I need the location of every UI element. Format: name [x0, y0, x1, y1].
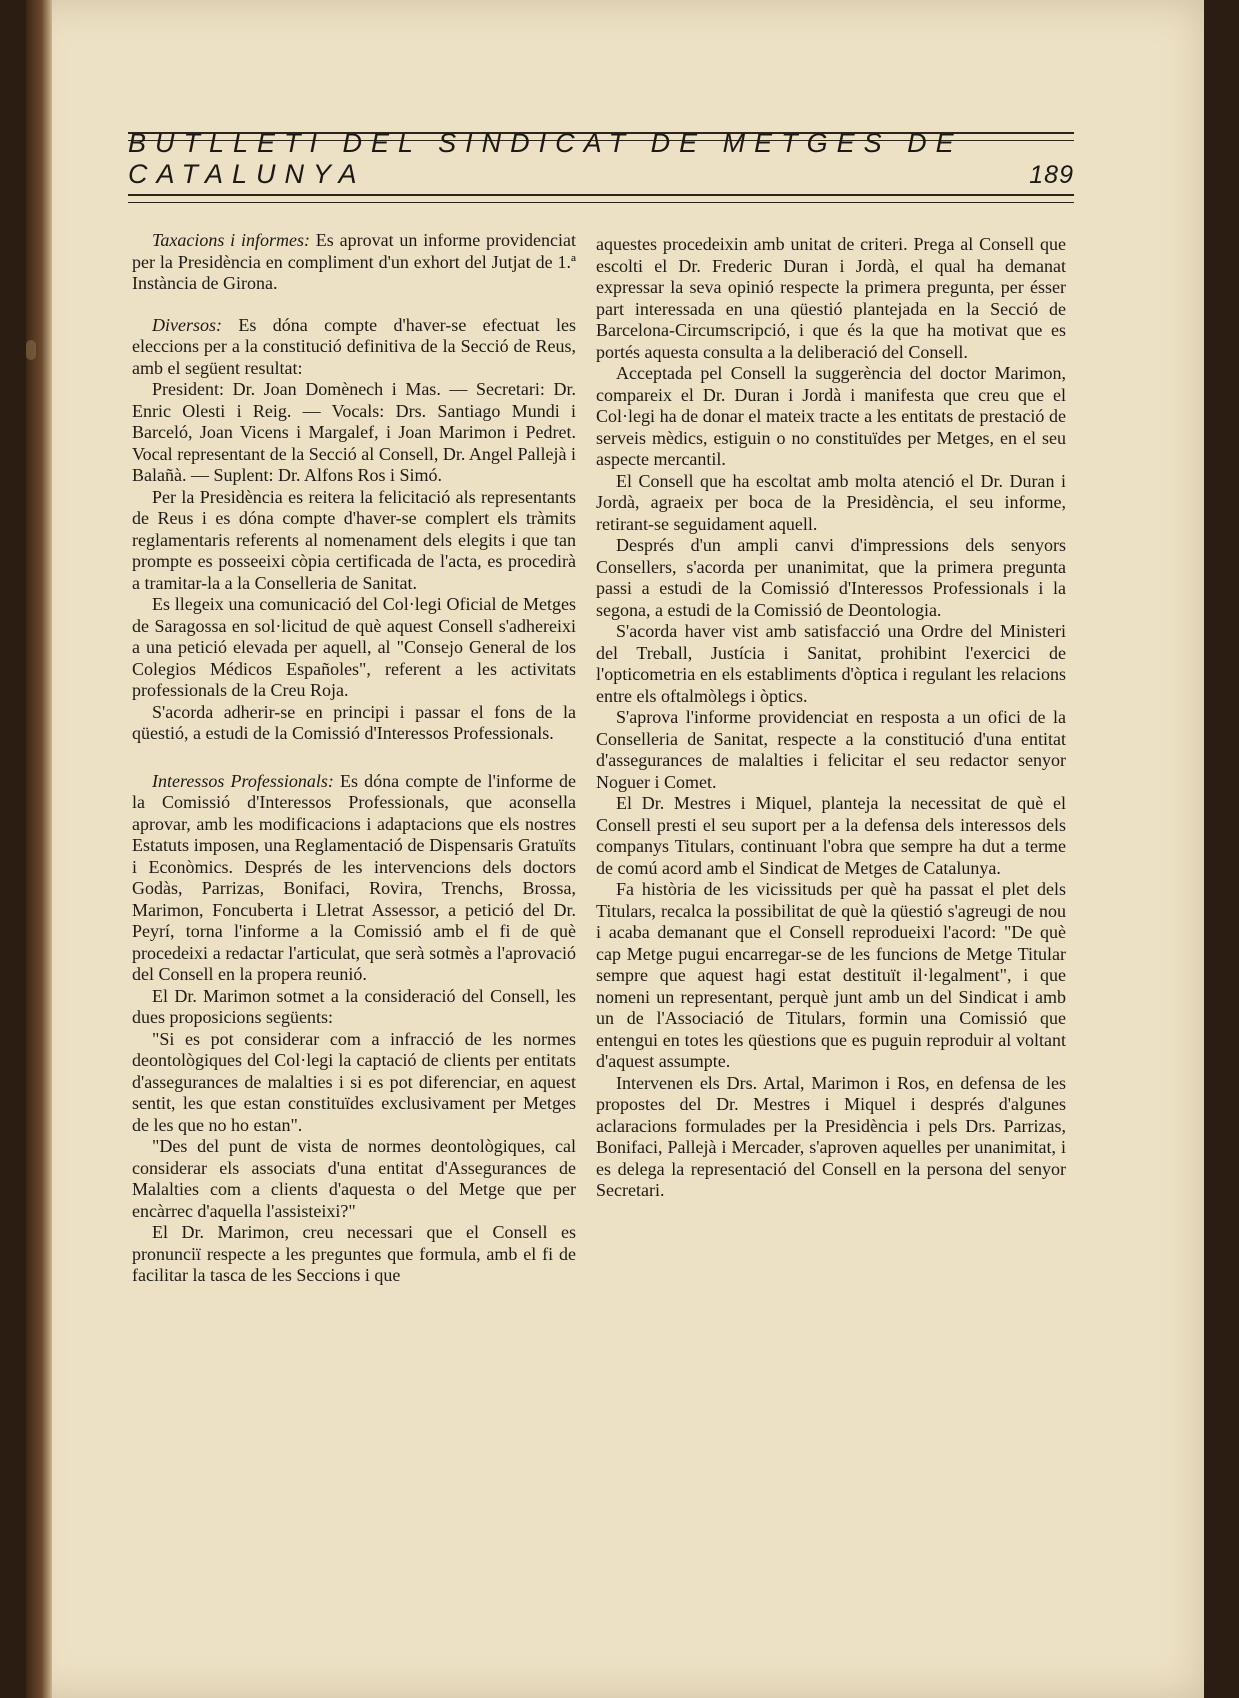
paragraph: Fa història de les vicissituds per què ha passat el plet dels Titulars, recalca la possibilitat de què la qüestió s'agreugi de nou i acaba demanant que el Consell reprodueixi l'acord: "De què cap Metge pugui encarregar-se de les funcions de Metge Titular sempre que aquest hagi estat destituït il·legalment", i que nomeni un representant, perquè junt amb un del Sindicat i amb un de l'Associació de Titulars, formin una Comissió que entengui en totes les qüestions que es puguin reproduir al voltant d'aquest assumpte. — [596, 879, 1066, 1071]
header-rule-bottom — [128, 194, 1074, 196]
paragraph: El Dr. Marimon sotmet a la consideració del Consell, les dues proposicions següents: — [132, 985, 576, 1027]
right-column — [596, 234, 1066, 1202]
paragraph: Després d'un ampli canvi d'impressions dels senyors Consellers, s'acorda per unanimitat, que la primera pregunta passi a estudi de la Comissió d'Interessos Professionals i la segona, a estudi de la Comissió de Deontologia. — [596, 535, 1066, 620]
paragraph: S'aprova l'informe providenciat en resposta a un ofici de la Conselleria de Sanitat, respecte a la constitució d'una entitat d'assegurances de malalties i felicitar el seu redactor senyor Noguer i Comet. — [596, 707, 1066, 792]
paragraph: "Des del punt de vista de normes deontològiques, cal considerar els associats d'una entitat d'Assegurances de Malalties com a clients d'aquesta o del Metge que per encàrrec d'aquella l'assisteixi?" — [132, 1136, 576, 1221]
paragraph: "Si es pot considerar com a infracció de les normes deontològiques del Col·legi la captació de clients per entitats d'assegurances de malalties i si es pot diferenciar, en aquest sentit, les que estan constituïdes exclusivament per Metges de les que no ho estan". — [132, 1028, 576, 1135]
paragraph: El Consell que ha escoltat amb molta atenció el Dr. Duran i Jordà, agraeix per boca de la Presidència, el seu informe, retirant-se seguidament aquell. — [596, 470, 1066, 534]
journal-title: BUTLLETI DEL SINDICAT DE METGES DE CATALUNYA — [128, 128, 963, 189]
paragraph: S'acorda haver vist amb satisfacció una Ordre del Ministeri del Treball, Justícia i Sanitat, prohibint l'exercici de l'opticometria en els establiments d'òptica i regulant les relacions entre els oftalmòlegs i òptics. — [596, 621, 1066, 706]
paragraph: Interessos Professionals: Es dóna compte de l'informe de la Comissió d'Interessos Professionals, que aconsella aprovar, amb les modificacions i adaptacions que els nostres Estatuts imposen, una Reglamentació de Dispensaris Gratuïts i Econòmics. Després de les intervencions dels doctors Godàs, Parrizas, Bonifaci, Rovira, Trenchs, Brossa, Marimon, Foncuberta i Lletrat Assessor, a petició del Dr. Peyrí, torna l'informe a la Comissió amb el fi de què procedeixi a redactar l'articulat, que serà sotmès a l'aprovació del Consell en la propera reunió. — [132, 770, 576, 984]
book-spine — [26, 0, 52, 1698]
paragraph: El Dr. Mestres i Miquel, planteja la necessitat de què el Consell presti el seu suport per a la defensa dels interessos dels companys Titulars, continuant l'obra que sempre ha dut a terme de comú acord amb el Sindicat de Metges de Catalunya. — [596, 793, 1066, 878]
left-column — [132, 230, 576, 1287]
paragraph: Taxacions i informes: Es aprovat un informe providenciat per la Presidència en compliment d'un exhort del Jutjat de 1.ª Instància de Girona. — [132, 230, 576, 293]
paragraph: Per la Presidència es reitera la felicitació als representants de Reus i es dóna compte d'haver-se complert els tràmits reglamentaris referents al nomenament dels elegits i que tan prompte es posseeixi còpia certificada de l'acta, es procedirà a tramitar-la a la Conselleria de Sanitat. — [132, 486, 576, 593]
running-header — [128, 128, 1074, 190]
header-rule-bottom-thin — [128, 202, 1074, 203]
paragraph: President: Dr. Joan Domènech i Mas. — Secretari: Dr. Enric Olesti i Reig. — Vocals: Drs. Santiago Mundi i Barceló, Joan Vicens i Margalef, i Joan Marimon i Pedret. Vocal representant de la Secció al Consell, Dr. Angel Pallejà i Balañà. — Suplent: Dr. Alfons Ros i Simó. — [132, 379, 576, 485]
page-number: 189 — [1029, 161, 1074, 189]
paragraph: Es llegeix una comunicació del Col·legi Oficial de Metges de Saragossa en sol·licitud de què aquest Consell s'adhereixi a una petició elevada per aquell, al "Consejo General de los Colegios Médicos Españoles", referent a les activitats professionals de la Creu Roja. — [132, 594, 576, 700]
paragraph: aquestes procedeixin amb unitat de criteri. Prega al Consell que escolti el Dr. Frederic Duran i Jordà, el qual ha demanat expressar la seva opinió respecte la primera pregunta, per ésser part interessada en una qüestió plantejada en la Secció de Barcelona-Circumscripció, i que és la que ha motivat que es portés aquesta consulta a la deliberació del Consell. — [596, 234, 1066, 362]
paragraph: El Dr. Marimon, creu necessari que el Consell es pronunciï respecte a les preguntes que formula, amb el fi de facilitar la tasca de les Seccions i que — [132, 1222, 576, 1285]
paragraph: Diversos: Es dóna compte d'haver-se efectuat les eleccions per a la constitució definitiva de la Secció de Reus, amb el següent resultat: — [132, 314, 576, 378]
paragraph: S'acorda adherir-se en principi i passar el fons de la qüestió, a estudi de la Comissió d'Interessos Professionals. — [132, 701, 576, 743]
paragraph: Acceptada pel Consell la suggerència del doctor Marimon, compareix el Dr. Duran i Jordà i manifesta que creu que el Col·legi ha de donar el mateix tracte a les entitats de prestació de serveis mèdics, estiguin o no constituïdes per Metges, en el seu aspecte mercantil. — [596, 363, 1066, 469]
paragraph: Intervenen els Drs. Artal, Marimon i Ros, en defensa de les propostes del Dr. Mestres i Miquel i després d'algunes aclaracions formulades per la Presidència i pels Drs. Parrizas, Bonifaci, Pallejà i Mercader, s'aproven aquelles per unanimitat, i es delega la representació del Consell en la persona del senyor Secretari. — [596, 1072, 1066, 1200]
ink-smudge — [26, 340, 36, 360]
